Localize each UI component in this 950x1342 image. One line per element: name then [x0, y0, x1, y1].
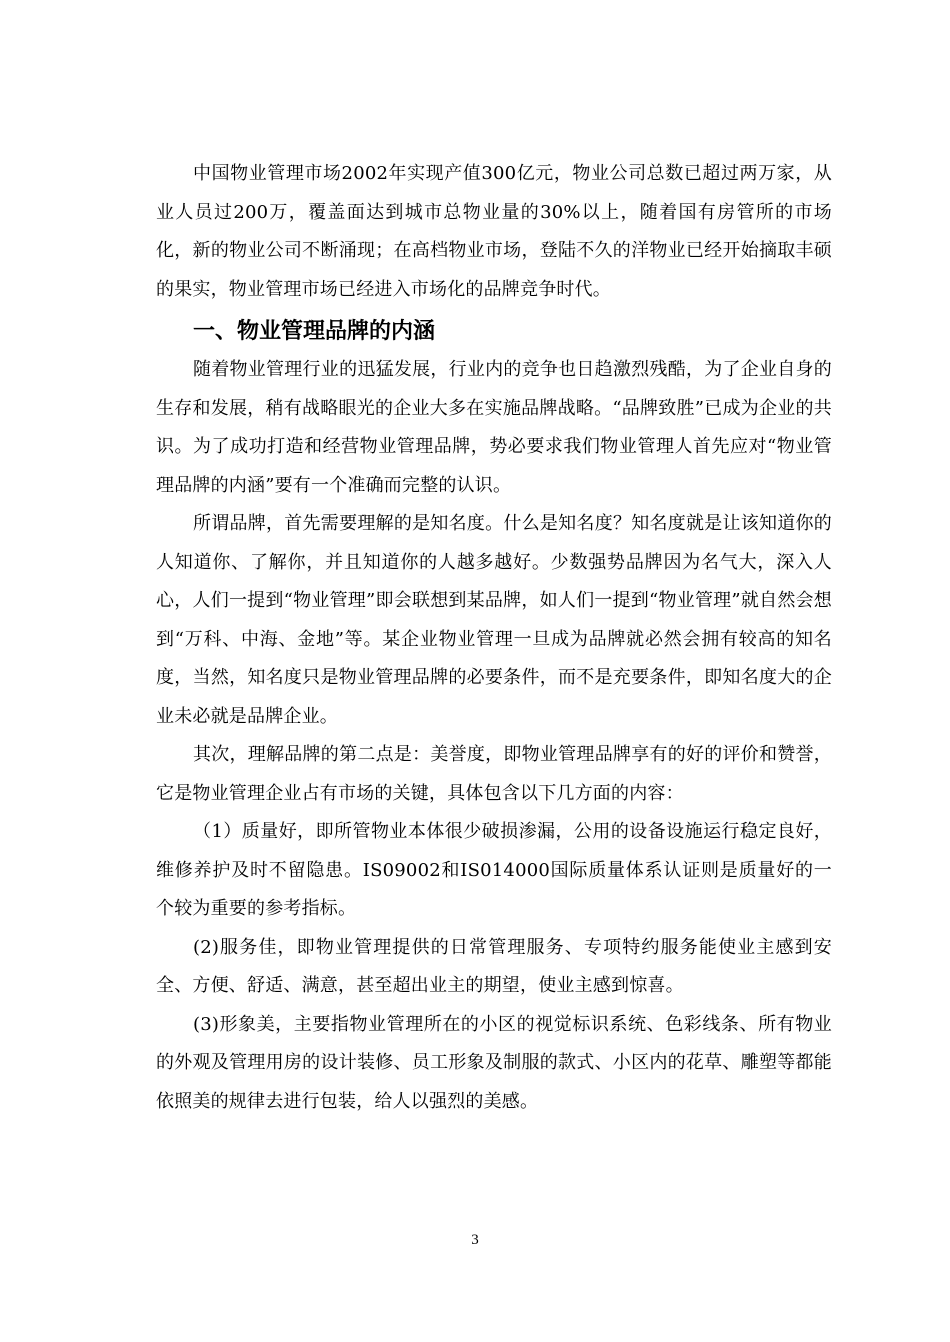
body-paragraph: 其次，理解品牌的第二点是：美誉度，即物业管理品牌享有的好的评价和赞誉，它是物业管理企业占有市场的关键，具体包含以下几方面的内容： — [156, 744, 832, 804]
list-item-quality: （1）质量好，即所管物业本体很少破损渗漏，公用的设备设施运行稳定良好，维修养护及时不留隐患。IS09002和IS014000国际质量体系认证则是质量好的一个较为重要的参考指标。 — [156, 821, 832, 919]
body-paragraph: 所谓品牌，首先需要理解的是知名度。什么是知名度？知名度就是让该知道你的人知道你、了解你，并且知道你的人越多越好。少数强势品牌因为名气大，深入人心，人们一提到“物业管理”即会联想到某品牌，如人们一提到“物业管理”就自然会想到“万科、中海、金地”等。某企业物业管理一旦成为品牌就必然会拥有较高的知名度，当然，知名度只是物业管理品牌的必要条件，而不是充要条件，即知名度大的企业未必就是品牌企业。 — [156, 513, 832, 727]
section-heading: 一、物业管理品牌的内涵 — [193, 319, 436, 344]
intro-paragraph: 中国物业管理市场2002年实现产值300亿元，物业公司总数已超过两万家，从业人员过200万，覆盖面达到城市总物业量的30%以上，随着国有房管所的市场化，新的物业公司不断涌现；在高档物业市场，登陆不久的洋物业已经开始摘取丰硕的果实，物业管理市场已经进入市场化的品牌竞争时代。 — [156, 163, 832, 300]
list-item-image: (3)形象美，主要指物业管理所在的小区的视觉标识系统、色彩线条、所有物业的外观及管理用房的设计装修、员工形象及制服的款式、小区内的花草、雕塑等都能依照美的规律去进行包装，给人以强烈的美感。 — [156, 1013, 832, 1112]
body-paragraph: 随着物业管理行业的迅猛发展，行业内的竞争也日趋激烈残酷，为了企业自身的生存和发展，稍有战略眼光的企业大多在实施品牌战略。“品牌致胜”已成为企业的共识。为了成功打造和经营物业管理品牌，势必要求我们物业管理人首先应对“物业管理品牌的内涵”要有一个准确而完整的认识。 — [156, 359, 832, 496]
page-number: 3 — [471, 1232, 479, 1248]
page-content — [156, 155, 832, 1121]
list-item-service: (2)服务佳，即物业管理提供的日常管理服务、专项特约服务能使业主感到安全、方便、舒适、满意，甚至超出业主的期望，使业主感到惊喜。 — [156, 936, 832, 996]
